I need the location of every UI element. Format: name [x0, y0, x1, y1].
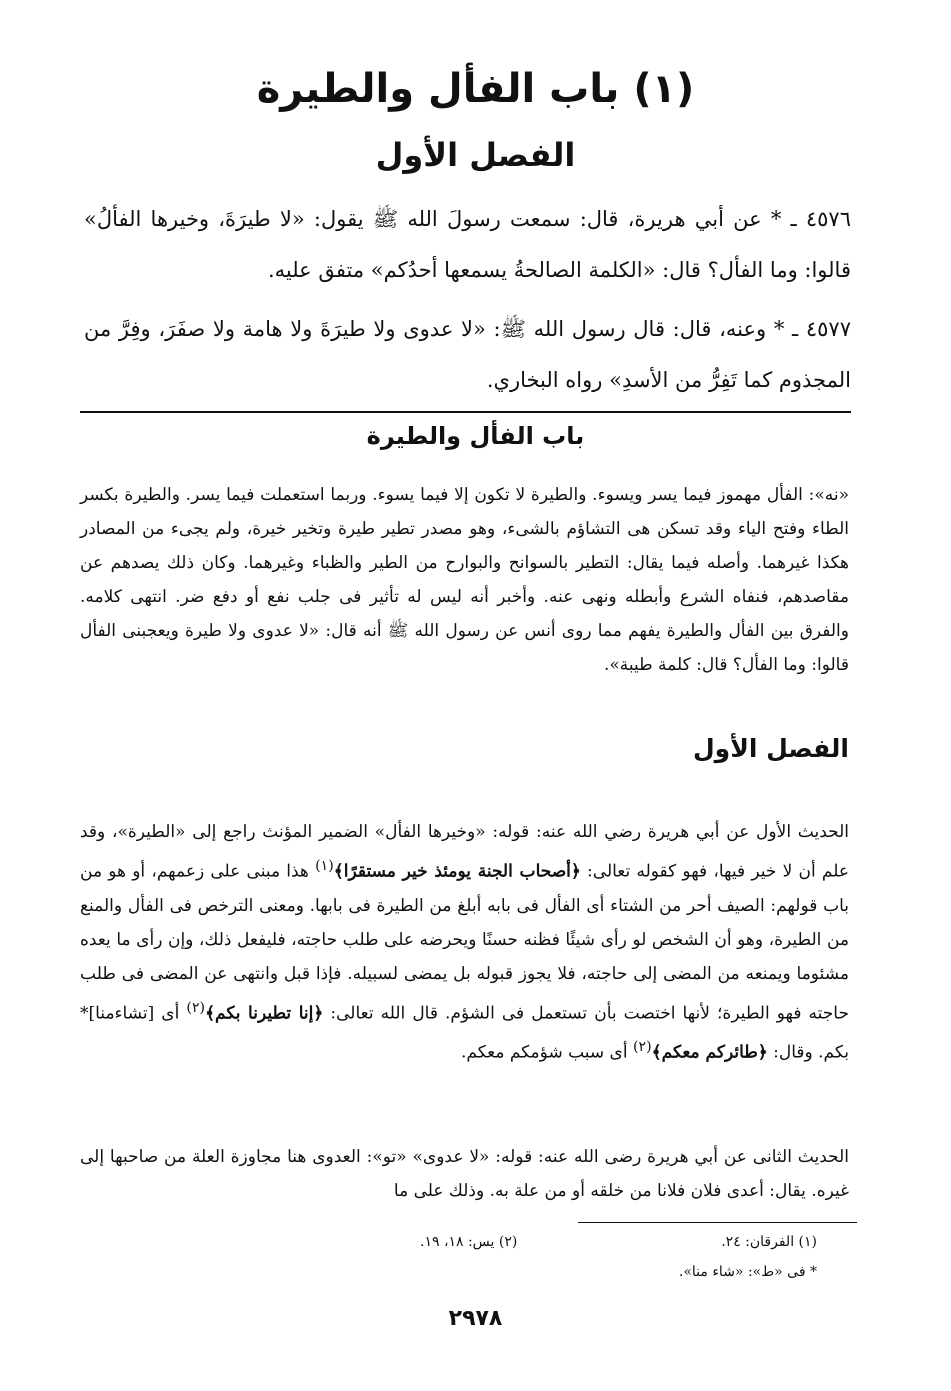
footnote-ref-1: (١)	[315, 858, 334, 874]
commentary-section-heading: الفصل الأول	[692, 734, 849, 763]
hadith1-text-part3: أى [تشاءمنا]* بكم. وقال:	[80, 1003, 849, 1063]
quran-quote-3: ﴿طائركم معكم﴾	[651, 1042, 768, 1063]
footnote-3: * فى «ط»: «شاء منا».	[678, 1264, 817, 1280]
hadith-4577: ٤٥٧٧ ـ * وعنه، قال: قال رسول الله ﷺ: «لا عدوى ولا طيرَةَ ولا هامة ولا صفَرَ، وفِرَّ من المجذوم كما تَفِرُّ من الأسدِ» رواه البخاري.	[84, 317, 851, 392]
footnote-ref-2: (٢)	[186, 999, 206, 1016]
footnote-1: (١) الفرقان: ٢٤.	[721, 1234, 817, 1250]
commentary-paragraph-hadith2: الحديث الثانى عن أبي هريرة رضى الله عنه: قوله: «لا عدوى» «تو»: العدوى هنا مجاوزة العلة من صاحبها إلى غيره. يقال: أعدى فلان فلانا من خلقه أو من علة به. وذلك على ما	[80, 1147, 849, 1201]
quran-quote-1: ﴿أصحاب الجنة يومئذ خير مستقرًا﴾	[333, 861, 581, 882]
hadith-4576: ٤٥٧٦ ـ * عن أبي هريرة، قال: سمعت رسولَ الله ﷺ يقول: «لا طيرَةَ، وخيرها الفألُ» قالوا: وما الفأل؟ قال: «الكلمة الصالحةُ يسمعها أحدُكم» متفق عليه.	[84, 207, 851, 282]
chapter-title: (١) باب الفأل والطيرة	[256, 66, 695, 112]
commentary-paragraph-nh: «نه»: الفأل مهموز فيما يسر ويسوء. والطيرة لا تكون إلا فيما يسوء. وربما استعملت فيما يسر. والطيرة بكسر الطاء وفتح الياء وقد تسكن هى التشاؤم بالشىء، وهو مصدر تطير طيرة وتخير خيرة، ولم يجىء من المصادر هكذا غيرهما. وأصله فيما يقال: التطير بالسوانح والبوارح من الطير والظباء وغيرهما. وكان ذلك يصدهم عن مقاصدهم، فنفاه الشرع وأبطله ونهى عنه. وأخبر أنه ليس له تأثير فى جلب نفع أو دفع ضر. انتهى كلامه. والفرق بين الفأل والطيرة يفهم مما روى أنس عن رسول الله ﷺ أنه قال: «لا عدوى ولا طيرة ويعجبنى الفأل قالوا: وما الفأل؟ قال: كلمة طيبة».	[80, 485, 849, 675]
quran-quote-2: ﴿إنا تطيرنا بكم﴾	[205, 1003, 324, 1024]
commentary-paragraph-hadith1	[80, 815, 849, 1070]
hadith1-text-part2: هذا مبنى على زعمهم، أو هو من باب قولهم: الصيف أحر من الشتاء أى الفأل فى بابه أبلغ من الطيرة فى بابها. ومعنى الترخص فى الفأل والمنع من الطيرة، وهو أن الشخص لو رأى شيئًا فظنه حسنًا ويحرضه على طلب حاجته، فليفعل ذلك، وإن رأى ما يعده مشئوما ويمنعه من المضى إلى حاجته، فلا يجوز قبوله بل يمضى لسبيله. فإذا قبل وانتهى عن المضى فى طلب حاجته فهو الطيرة؛ لأنها اختصت بأن تستعمل فى الشؤم. قال الله تعالى:	[80, 861, 849, 1024]
page-number: ٢٩٧٨	[448, 1306, 503, 1331]
section-title: الفصل الأول	[375, 136, 576, 174]
footnote-2: (٢) يس: ١٨، ١٩.	[420, 1234, 518, 1250]
footnote-ref-3: (٢)	[633, 1039, 652, 1056]
commentary-title: باب الفأل والطيرة	[366, 422, 585, 450]
hadith1-text-part1: الحديث الأول عن أبي هريرة رضي الله عنه: قوله: «وخيرها الفأل» الضمير المؤنث راجع إلى «الطيرة»، وقد علم أن لا خير فيها، فهو كقوله تعالى:	[80, 822, 849, 882]
footnote-divider	[578, 1222, 857, 1223]
hadith1-text-part4: أى سبب شؤمكم معكم.	[461, 1042, 633, 1063]
main-divider	[80, 411, 851, 413]
